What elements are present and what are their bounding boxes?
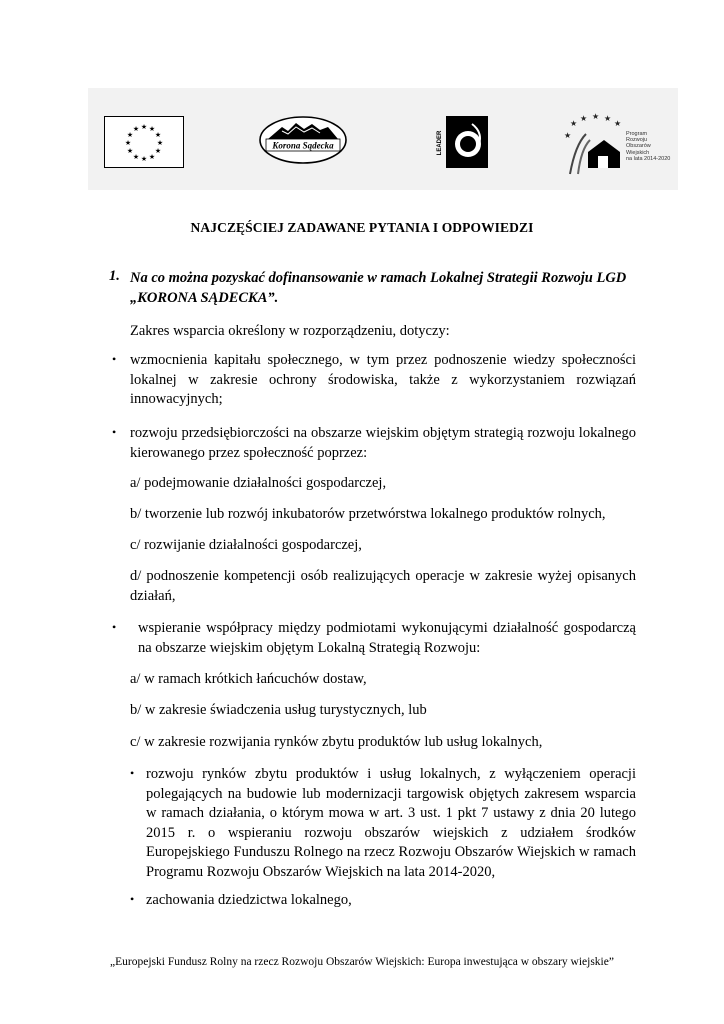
svg-text:★: ★ [126,131,134,139]
leader-logo [434,114,490,170]
bullet-2-text: rozwoju przedsiębiorczości na obszarze wiejskim objętym strategią rozwoju lokalnego kierowanego przez społeczność poprzez: [130,425,636,461]
korona-sadecka-logo [258,115,348,165]
bullet-2-item-b: b/ tworzenie lub rozwój inkubatorów przetwórstwa lokalnego produktów rolnych, [130,506,606,522]
bullet-1-text: wzmocnienia kapitału społecznego, w tym przez podnoszenie wiedzy społeczności lokalnej w zakresie ochrony środowiska, także z wykorzystaniem rozwiązań innowacyjnych; [130,352,636,407]
leader-logo-text: LEADER [437,130,443,156]
svg-text:★: ★ [604,114,612,123]
bullet-2-marker: • [112,425,117,439]
bullet-3-item-a: a/ w ramach krótkich łańcuchów dostaw, [130,671,367,687]
svg-text:★: ★ [580,114,588,123]
bullet-1-marker: • [112,352,117,366]
eu-flag-logo [104,116,184,168]
svg-text:★: ★ [148,125,156,133]
svg-text:★: ★ [132,125,140,133]
svg-text:★: ★ [140,123,148,131]
intro-text: Zakres wsparcia określony w rozporządzeniu, dotyczy: [130,323,450,339]
bullet-5-marker: • [130,892,135,906]
svg-text:★: ★ [154,131,162,139]
svg-text:★: ★ [156,139,164,147]
bullet-3-marker: • [112,620,117,634]
bullet-4-text: rozwoju rynków zbytu produktów i usług lokalnych, z wyłączeniem operacji polegających na budowie lub modernizacji targowisk objętych zakresem wsparcia w ramach działania, o którym mowa w art. 3 ust. 1 pkt 7 ustawy z dnia 20 lutego 2015 r. o wspieraniu rozwoju obszarów wiejskich z udziałem środków Europejskiego Funduszu Rolnego na rzecz Rozwoju Obszarów Wiejskich w ramach Programu Rozwoju Obszarów Wiejskich na lata 2014-2020, [146,766,636,880]
bullet-5-text: zachowania dziedzictwa lokalnego, [146,892,352,908]
svg-text:★: ★ [564,131,572,140]
bullet-4-marker: • [130,766,135,780]
svg-text:★: ★ [124,139,132,147]
svg-text:★: ★ [614,119,622,128]
svg-text:★: ★ [140,155,148,163]
question-number: 1. [109,268,120,284]
svg-text:★: ★ [148,153,156,161]
bullet-3-text: wspieranie współpracy między podmiotami wykonującymi działalność gospodarczą na obszarze wiejskim objętym Lokalną Strategią Rozwoju: [138,620,636,656]
svg-text:★: ★ [592,112,600,121]
korona-logo-text: Korona Sądecka [272,140,334,151]
svg-text:★: ★ [132,153,140,161]
svg-text:★: ★ [154,147,162,155]
bullet-2-item-c: c/ rozwijanie działalności gospodarczej, [130,537,362,553]
page-title: NAJCZĘŚCIEJ ZADAWANE PYTANIA I ODPOWIEDZI [190,220,534,235]
prow-logo-text: Program Rozwoju Obszarów Wiejskich na lata 2014-2020 [626,131,671,162]
bullet-2-item-a: a/ podejmowanie działalności gospodarczej, [130,475,387,491]
bullet-2-item-d: d/ podnoszenie kompetencji osób realizujących operacje w zakresie wyżej opisanych działań, [130,568,636,604]
svg-text:★: ★ [570,119,578,128]
question-text: Na co można pozyskać dofinansowanie w ramach Lokalnej Strategii Rozwoju LGD „KORONA SĄDECKA”. [130,270,627,306]
bullet-3-item-c: c/ w zakresie rozwijania rynków zbytu produktów lub usług lokalnych, [130,734,543,750]
bullet-3-item-b: b/ w zakresie świadczenia usług turystycznych, lub [130,702,427,718]
footer-text: „Europejski Fundusz Rolny na rzecz Rozwoju Obszarów Wiejskich: Europa inwestująca w obszary wiejskie” [110,956,614,968]
svg-text:★: ★ [126,147,134,155]
